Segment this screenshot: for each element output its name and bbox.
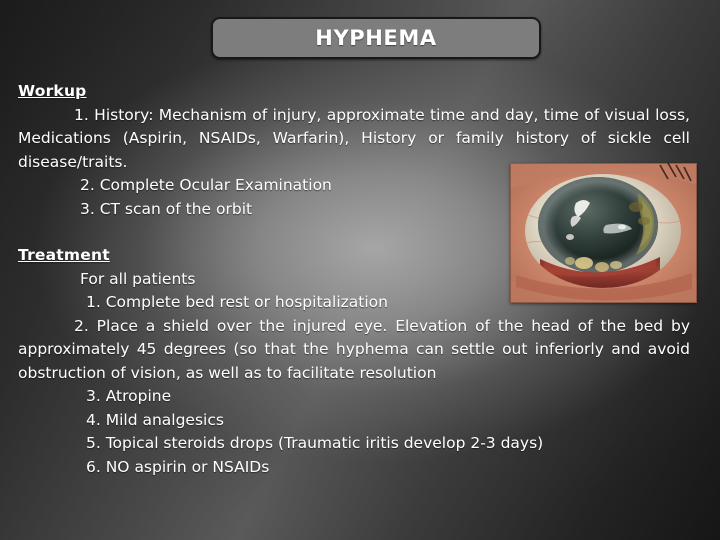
treatment-subheading: For all patients (80, 269, 196, 288)
treatment-item-6: 6. NO aspirin or NSAIDs (86, 457, 270, 476)
section-heading-treatment: Treatment (18, 246, 110, 264)
treatment-item-3: 3. Atropine (86, 387, 172, 405)
treatment-paragraph-text: 2. Place a shield over the injured eye. Elevation of the head of the bed by approximately 45 degrees (so that the hyphema can settle out inferiorly and avoid obstruction of vision, as well as to facilitate resolution (18, 316, 690, 382)
section-heading-workup: Workup (18, 82, 87, 100)
eye-photo (510, 163, 697, 303)
workup-item-2: 2. Complete Ocular Examination (80, 176, 332, 194)
treatment-paragraph (18, 315, 690, 386)
eye-photo-graphic (510, 163, 697, 303)
treatment-item-5: 5. Topical steroids drops (Traumatic iritis develop 2-3 days) (86, 434, 544, 452)
treatment-item-4: 4. Mild analgesics (86, 410, 224, 429)
workup-paragraph-text: 1. History: Mechanism of injury, approximate time and day, time of visual loss, Medications (Aspirin, NSAIDs, Warfarin), History or family history of sickle cell disease/traits. (18, 105, 690, 171)
workup-item-3: 3. CT scan of the orbit (80, 199, 253, 218)
page-title: HYPHEMA (315, 26, 437, 50)
treatment-item-1: 1. Complete bed rest or hospitalization (86, 293, 388, 311)
slide-title-box (211, 17, 541, 59)
